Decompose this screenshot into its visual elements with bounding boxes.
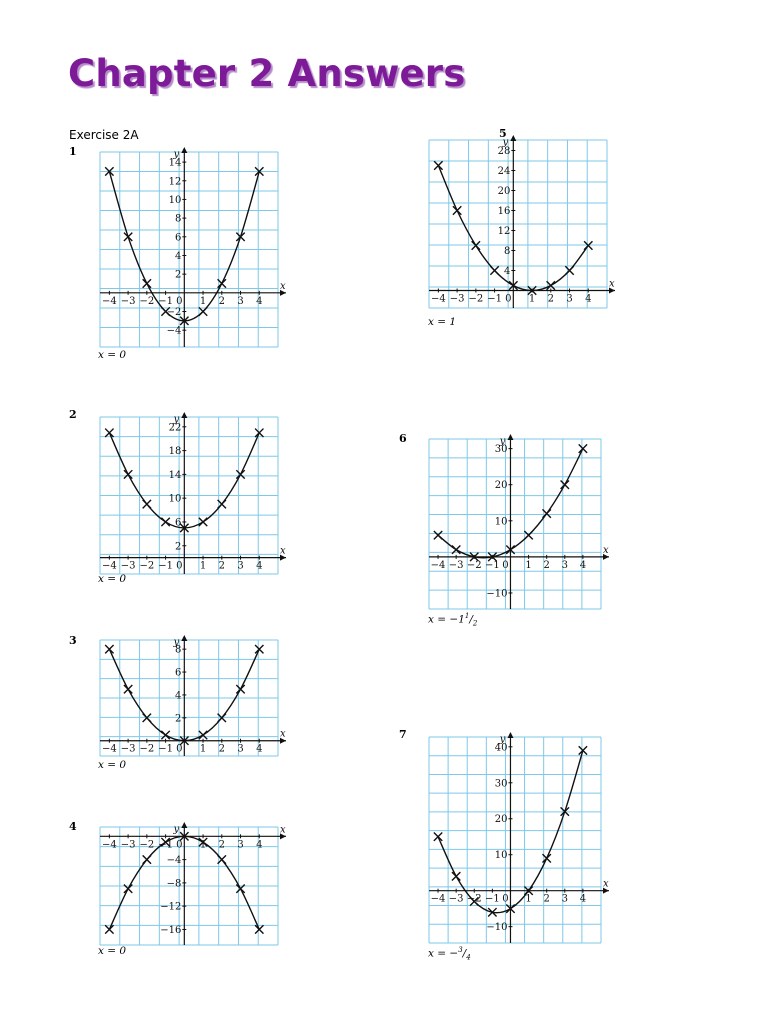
y-axis-arrow <box>181 822 187 828</box>
y-tick-label: −10 <box>486 588 508 600</box>
y-tick-label: 24 <box>497 166 511 177</box>
data-point-cross <box>255 429 263 437</box>
x-tick-label: 3 <box>561 559 568 571</box>
y-tick-label: 4 <box>174 690 182 702</box>
x-tick-label: −2 <box>466 893 482 905</box>
x-tick-label: −4 <box>430 559 446 571</box>
origin-label: 0 <box>176 743 183 755</box>
answer-note: x = 0 <box>98 759 127 771</box>
x-tick-label: 2 <box>547 293 554 305</box>
y-axis-arrow <box>507 732 513 738</box>
y-tick-label: 30 <box>494 444 508 456</box>
data-point-cross <box>434 161 442 169</box>
x-tick-label: 1 <box>199 560 207 572</box>
y-axis-arrow <box>507 434 513 440</box>
y-tick-label: −12 <box>160 901 182 913</box>
x-tick-label: 3 <box>561 893 568 905</box>
y-tick-label: 8 <box>174 644 182 656</box>
y-axis-label: y <box>499 734 506 745</box>
x-tick-label: −2 <box>139 295 155 307</box>
question-number: 4 <box>69 820 77 833</box>
y-tick-label: 10 <box>168 493 182 505</box>
data-point-cross <box>143 714 151 722</box>
data-point-cross <box>524 531 532 539</box>
x-tick-label: −1 <box>158 295 173 307</box>
x-tick-label: −3 <box>448 893 464 905</box>
x-tick-label: 3 <box>237 839 244 851</box>
y-axis-label: y <box>173 637 180 648</box>
y-tick-label: −8 <box>166 878 182 890</box>
x-tick-label: −3 <box>120 560 136 572</box>
x-tick-label: 1 <box>525 559 532 571</box>
data-point-cross <box>452 872 460 880</box>
grid <box>100 640 278 756</box>
x-tick-label: −2 <box>468 293 484 305</box>
y-axis-arrow <box>181 635 187 641</box>
origin-label: 0 <box>176 295 183 307</box>
data-point-cross <box>199 731 207 739</box>
y-tick-label: 2 <box>174 713 182 725</box>
x-tick-label: 1 <box>199 295 207 307</box>
data-point-cross <box>143 855 151 863</box>
question-number: 1 <box>69 145 77 158</box>
x-tick-label: 4 <box>585 293 592 305</box>
data-point-cross <box>434 531 442 539</box>
y-tick-label: 14 <box>168 157 182 169</box>
grid <box>100 152 278 347</box>
x-tick-label: 3 <box>237 560 244 572</box>
x-axis-label: x <box>280 280 286 292</box>
data-point-cross <box>161 731 169 739</box>
y-tick-label: 2 <box>174 541 182 553</box>
x-axis-label: x <box>609 278 615 290</box>
y-tick-label: 20 <box>494 480 508 492</box>
x-tick-label: 4 <box>256 560 263 572</box>
data-point-cross <box>161 518 169 526</box>
exercise-heading: Exercise 2A <box>69 128 139 142</box>
data-point-cross <box>565 266 573 274</box>
y-tick-label: 20 <box>497 186 511 197</box>
data-point-cross <box>579 746 587 754</box>
x-axis-label: x <box>280 728 286 740</box>
x-tick-label: 2 <box>218 295 225 307</box>
x-tick-label: 3 <box>237 295 244 307</box>
x-tick-label: −1 <box>484 893 500 905</box>
data-point-cross <box>579 444 587 452</box>
x-tick-label: −2 <box>139 743 155 755</box>
y-tick-label: 18 <box>168 446 182 458</box>
y-tick-label: −16 <box>160 924 182 936</box>
x-tick-label: 2 <box>543 559 550 571</box>
graph-question-4 <box>90 822 285 946</box>
origin-label: 0 <box>505 293 512 305</box>
x-tick-label: 2 <box>218 560 225 572</box>
grid <box>429 140 607 308</box>
data-point-cross <box>236 685 244 693</box>
y-tick-label: 10 <box>168 194 182 206</box>
x-tick-label: 1 <box>199 743 207 755</box>
answer-note: x = 1 <box>428 316 457 328</box>
origin-label: 0 <box>502 893 509 905</box>
data-point-cross <box>124 685 132 693</box>
x-tick-label: 3 <box>566 293 573 305</box>
x-tick-label: −4 <box>101 743 117 755</box>
x-axis-label: x <box>603 878 609 890</box>
x-tick-label: −4 <box>101 560 117 572</box>
answer-note: x = 0 <box>98 945 127 957</box>
question-number: 5 <box>499 127 507 140</box>
x-tick-label: −1 <box>158 560 173 572</box>
x-tick-label: 3 <box>237 743 244 755</box>
question-number: 7 <box>399 728 407 741</box>
data-point-cross <box>124 233 132 241</box>
question-number: 6 <box>399 432 407 445</box>
x-tick-label: −1 <box>158 839 173 851</box>
answer-note: $x = -1^1/_2$ <box>428 612 478 628</box>
graph-question-2 <box>90 412 285 575</box>
data-point-cross <box>236 233 244 241</box>
origin-label: 0 <box>176 839 183 851</box>
graph-question-5 <box>419 135 614 315</box>
y-axis-label: y <box>502 137 509 148</box>
page-title: Chapter 2 Answers <box>68 52 466 95</box>
data-point-cross <box>124 470 132 478</box>
x-tick-label: −1 <box>487 293 502 305</box>
x-axis-label: x <box>280 545 286 557</box>
y-tick-label: 6 <box>174 667 182 679</box>
y-tick-label: −4 <box>166 325 182 337</box>
origin-label: 0 <box>502 559 509 571</box>
y-tick-label: 14 <box>168 469 182 481</box>
y-tick-label: −10 <box>486 922 508 934</box>
y-axis-label: y <box>499 436 506 447</box>
origin-label: 0 <box>176 560 183 572</box>
y-tick-label: 30 <box>494 778 508 790</box>
y-tick-label: 10 <box>494 850 508 862</box>
data-point-cross <box>453 206 461 214</box>
x-axis-label: x <box>280 824 286 836</box>
x-tick-label: 2 <box>218 839 225 851</box>
x-tick-label: −3 <box>449 293 465 305</box>
graph-question-3 <box>90 635 285 757</box>
y-tick-label: 8 <box>503 246 511 257</box>
x-tick-label: −4 <box>101 295 117 307</box>
x-tick-label: 4 <box>579 559 587 571</box>
data-point-cross <box>490 266 498 274</box>
y-tick-label: 12 <box>168 176 182 188</box>
y-tick-label: −2 <box>166 307 182 319</box>
x-tick-label: −2 <box>139 839 155 851</box>
x-tick-label: −3 <box>448 559 464 571</box>
y-tick-label: −4 <box>166 855 182 867</box>
y-axis-arrow <box>181 412 187 418</box>
y-axis-arrow <box>510 135 516 141</box>
grid <box>429 737 601 943</box>
x-tick-label: −3 <box>120 743 136 755</box>
y-tick-label: 22 <box>168 422 182 434</box>
x-tick-label: 1 <box>528 293 536 305</box>
y-tick-label: 6 <box>174 232 182 244</box>
x-tick-label: −1 <box>158 743 173 755</box>
x-tick-label: −4 <box>430 893 446 905</box>
x-tick-label: 2 <box>218 743 225 755</box>
data-point-cross <box>143 500 151 508</box>
data-point-cross <box>434 833 442 841</box>
x-tick-label: 1 <box>525 893 532 905</box>
x-tick-label: 1 <box>199 839 207 851</box>
y-axis-label: y <box>173 149 180 160</box>
grid <box>100 417 278 574</box>
x-tick-label: −4 <box>430 293 446 305</box>
data-point-cross <box>105 645 113 653</box>
y-tick-label: 8 <box>174 213 182 225</box>
y-tick-label: 40 <box>494 742 508 754</box>
x-tick-label: 4 <box>256 839 263 851</box>
data-point-cross <box>105 925 113 933</box>
y-axis-arrow <box>181 147 187 153</box>
data-point-cross <box>199 307 207 315</box>
x-tick-label: 4 <box>256 743 263 755</box>
graph-question-6 <box>419 434 614 610</box>
y-tick-label: 16 <box>497 206 511 217</box>
y-tick-label: 12 <box>497 226 511 237</box>
data-point-cross <box>236 470 244 478</box>
y-tick-label: 4 <box>174 250 182 262</box>
answer-note: x = 0 <box>98 349 127 361</box>
data-point-cross <box>143 279 151 287</box>
x-tick-label: −2 <box>466 559 482 571</box>
y-tick-label: 6 <box>174 517 182 529</box>
x-tick-label: −4 <box>101 839 117 851</box>
graph-question-1 <box>90 147 285 354</box>
x-tick-label: 4 <box>579 893 587 905</box>
question-number: 3 <box>69 634 77 647</box>
y-tick-label: 10 <box>494 516 508 528</box>
y-tick-label: 28 <box>497 146 511 157</box>
data-point-cross <box>561 481 569 489</box>
x-axis-label: x <box>603 544 609 556</box>
question-number: 2 <box>69 408 77 421</box>
answer-note: x = 0 <box>98 573 127 585</box>
x-tick-label: −1 <box>484 559 500 571</box>
data-point-cross <box>105 429 113 437</box>
x-tick-label: −3 <box>120 295 136 307</box>
y-tick-label: 20 <box>494 814 508 826</box>
y-tick-label: 4 <box>503 266 511 277</box>
graph-question-7 <box>419 732 614 946</box>
y-axis-label: y <box>173 824 180 835</box>
y-tick-label: 2 <box>174 269 182 281</box>
y-axis-label: y <box>173 414 180 425</box>
data-point-cross <box>255 645 263 653</box>
x-tick-label: −3 <box>120 839 136 851</box>
x-tick-label: 2 <box>543 893 550 905</box>
x-tick-label: 4 <box>256 295 263 307</box>
answer-note: $x = -^3/_4$ <box>428 946 471 962</box>
x-tick-label: −2 <box>139 560 155 572</box>
data-point-cross <box>255 925 263 933</box>
data-point-cross <box>199 518 207 526</box>
